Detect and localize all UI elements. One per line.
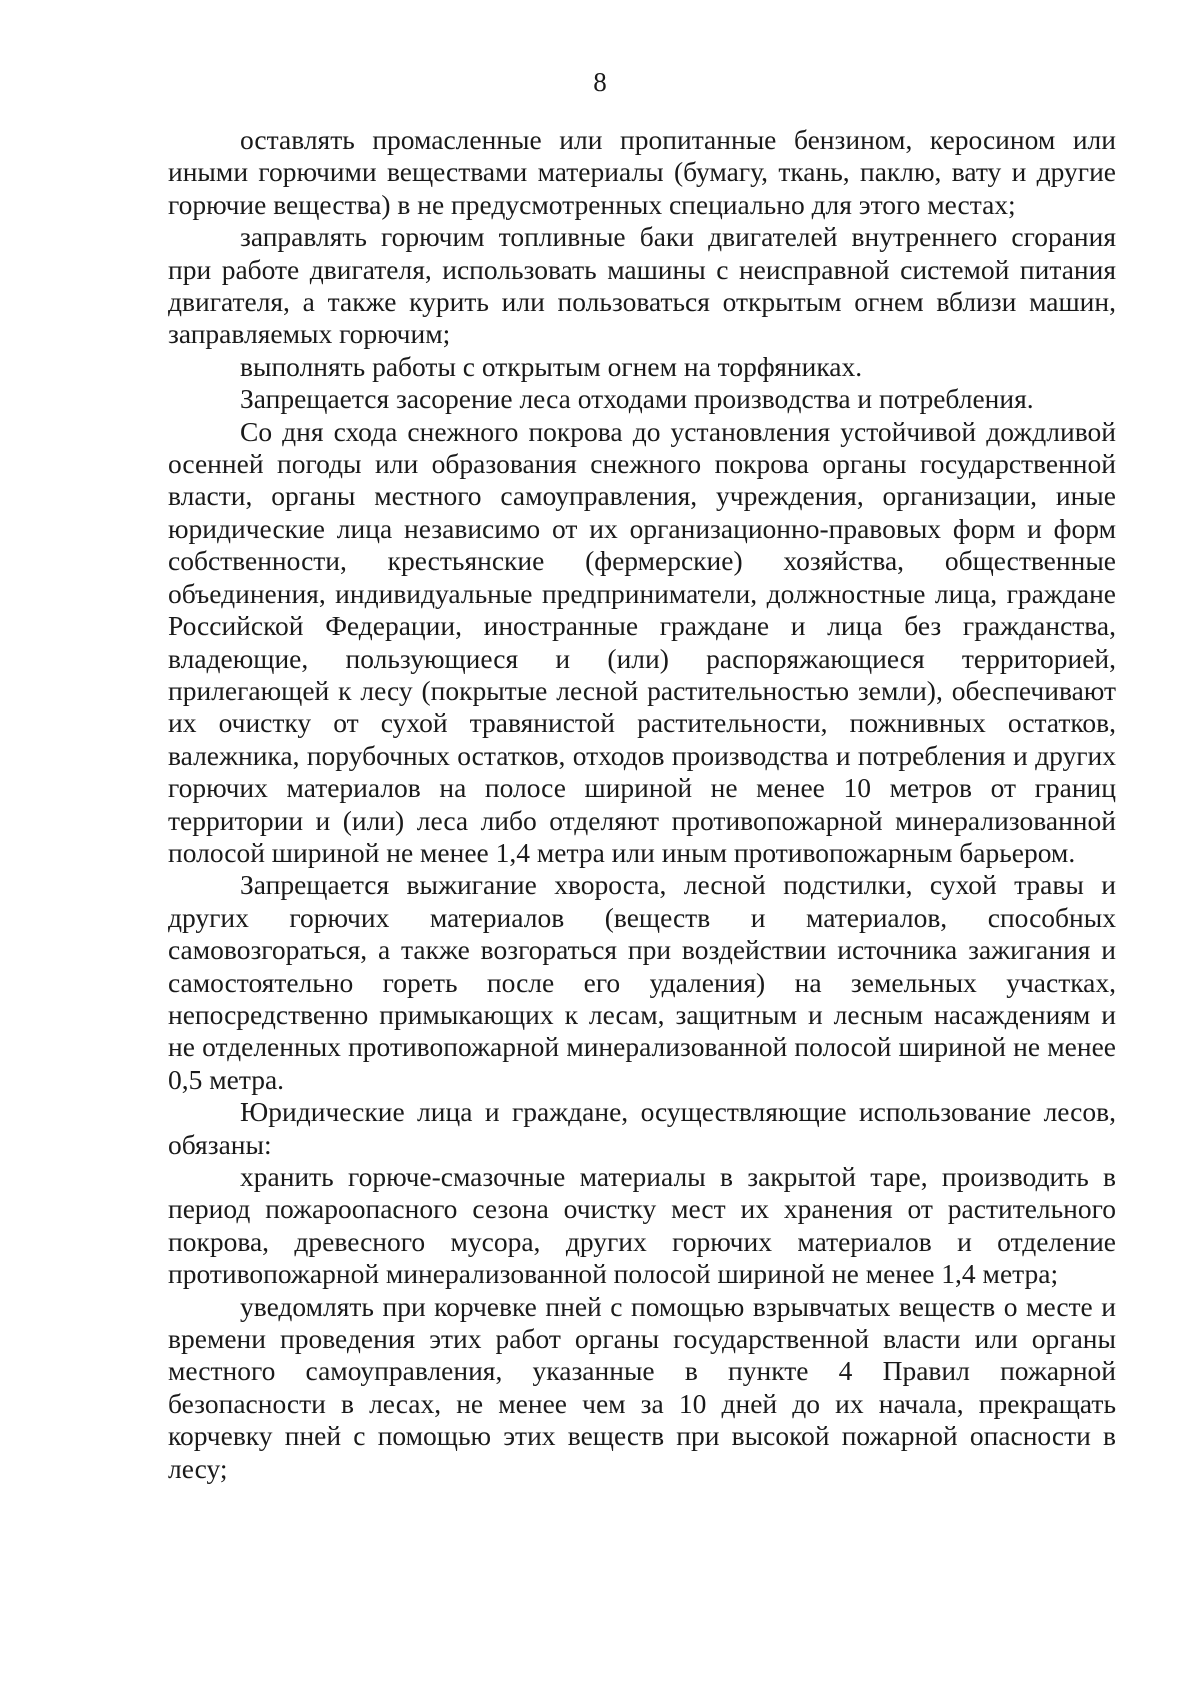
- page-number: 8: [593, 67, 607, 97]
- paragraph-peatlands: выполнять работы с открытым огнем на торфяниках.: [240, 350, 863, 382]
- paragraph-stump-removal: уведомлять при корчевке пней с помощью взрывчатых веществ о месте и времени проведения этих работ органы государственной власти или органы местного самоуправления, указанные в пункте 4 Правил пожарной безопасности в лесах, не менее чем за 10 дней до их начала, прекращать корчевку пней с помощью этих веществ при высокой пожарной опасности в лесу;: [168, 1290, 1116, 1484]
- paragraph-oily-materials: оставлять промасленные или пропитанные бензином, керосином или иными горючими веществами материалы (бумагу, ткань, паклю, вату и другие горючие вещества) в не предусмотренных специально для этого местах;: [168, 124, 1116, 220]
- paragraph-burning-prohibition: Запрещается выжигание хвороста, лесной подстилки, сухой травы и других горючих материалов (веществ и материалов, способных самовозгораться, а также возгораться при воздействии источника зажигания и самостоятельно гореть после его удаления) на земельных участках, непосредственно примыкающих к лесам, защитным и лесным насаждениям и не отделенных противопожарной минерализованной полосой шириной не менее 0,5 метра.: [168, 869, 1116, 1095]
- paragraph-refueling: заправлять горючим топливные баки двигателей внутреннего сгорания при работе двигателя, использовать машины с неисправной системой питания двигателя, а также курить или пользоваться открытым огнем вблизи машин, заправляемых горючим;: [168, 221, 1116, 350]
- paragraph-littering: Запрещается засорение леса отходами производства и потребления.: [240, 383, 1034, 415]
- paragraph-fuel-storage: хранить горюче-смазочные материалы в закрытой таре, производить в период пожароопасного сезона очистку мест их хранения от растительного покрова, древесного мусора, других горючих материалов и отделение противопожарной минерализованной полосой шириной не менее 1,4 метра;: [168, 1161, 1116, 1290]
- document-body: [168, 124, 1116, 1485]
- paragraph-forest-users-obligations: Юридические лица и граждане, осуществляющие использование лесов, обязаны:: [168, 1096, 1116, 1160]
- paragraph-clearing-obligations: Со дня схода снежного покрова до установления устойчивой дождливой осенней погоды или образования снежного покрова органы государственной власти, органы местного самоуправления, учреждения, организации, иные юридические лица независимо от их организационно-правовых форм и форм собственности, крестьянские (фермерские) хозяйства, общественные объединения, индивидуальные предприниматели, должностные лица, граждане Российской Федерации, иностранные граждане и лица без гражданства, владеющие, пользующиеся и (или) распоряжающиеся территорией, прилегающей к лесу (покрытые лесной растительностью земли), обеспечивают их очистку от сухой травянистой растительности, пожнивных остатков, валежника, порубочных остатков, отходов производства и потребления и других горючих материалов на полосе шириной не менее 10 метров от границ территории и (или) леса либо отделяют противопожарной минерализованной полосой шириной не менее 1,4 метра или иным противопожарным барьером.: [168, 415, 1116, 868]
